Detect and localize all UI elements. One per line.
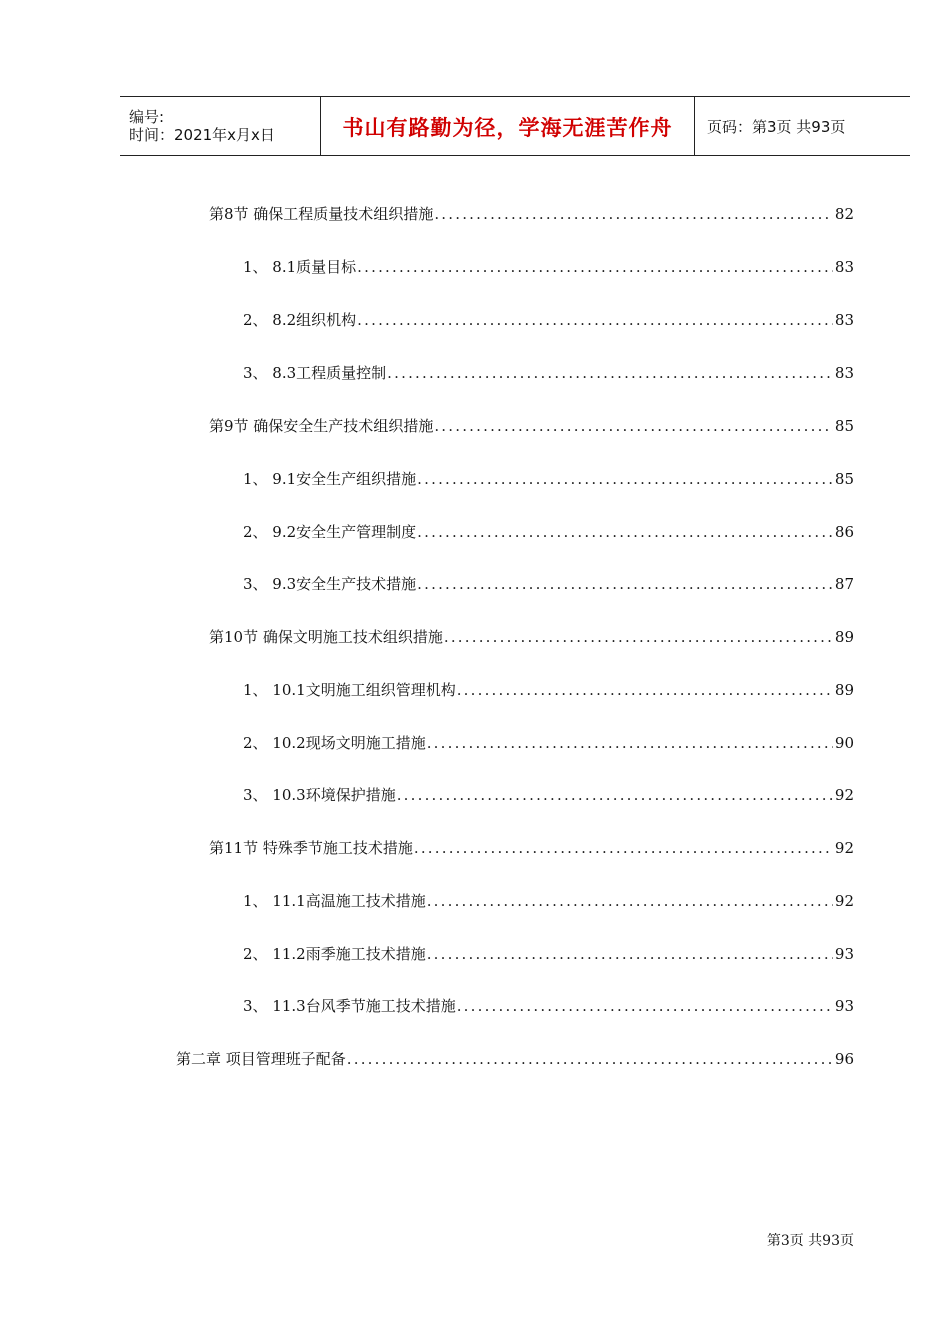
toc-entry-page: 82 <box>834 205 854 223</box>
toc-entry-title: 第8节 确保工程质量技术组织措施 <box>209 205 434 223</box>
toc-entry-title: 1、 10.1文明施工组织管理机构 <box>243 681 456 699</box>
toc-entry-page: 89 <box>834 681 854 699</box>
document-number-label: 编号: <box>129 108 165 126</box>
toc-leader-dots <box>397 784 833 806</box>
toc-entry-page: 89 <box>834 628 854 646</box>
toc-entry[interactable] <box>243 995 854 1017</box>
toc-entry[interactable] <box>243 732 854 754</box>
toc-entry[interactable] <box>243 784 854 806</box>
toc-leader-dots <box>357 309 833 331</box>
toc-entry-page: 83 <box>834 311 854 329</box>
toc-leader-dots <box>417 573 833 595</box>
toc-leader-dots <box>457 995 833 1017</box>
toc-entry[interactable] <box>243 943 854 965</box>
toc-entry-page: 85 <box>834 417 854 435</box>
toc-entry[interactable] <box>243 468 854 490</box>
toc-entry-title: 2、 8.2组织机构 <box>243 311 357 329</box>
toc-entry-title: 2、 11.2雨季施工技术措施 <box>243 945 426 963</box>
header-meta-cell <box>120 97 321 155</box>
toc-entry[interactable] <box>209 415 854 437</box>
toc-entry-page: 83 <box>834 364 854 382</box>
toc-leader-dots <box>357 256 833 278</box>
toc-entry-page: 85 <box>834 470 854 488</box>
toc-leader-dots <box>347 1048 833 1070</box>
toc-leader-dots <box>434 415 833 437</box>
toc-entry-title: 第10节 确保文明施工技术组织措施 <box>209 628 443 646</box>
toc-entry-page: 92 <box>834 786 854 804</box>
toc-entry[interactable] <box>176 1048 854 1070</box>
toc-entry-title: 第二章 项目管理班子配备 <box>176 1050 346 1068</box>
header-page-info: 页码：第3页 共93页 <box>707 117 846 136</box>
toc-entry-title: 1、 11.1高温施工技术措施 <box>243 892 426 910</box>
toc-leader-dots <box>417 468 833 490</box>
toc-leader-dots <box>414 837 833 859</box>
toc-entry[interactable] <box>243 309 854 331</box>
toc-entry-title: 3、 10.3环境保护措施 <box>243 786 396 804</box>
toc-entry-page: 96 <box>834 1050 854 1068</box>
toc-leader-dots <box>427 732 833 754</box>
toc-entry[interactable] <box>243 573 854 595</box>
toc-entry[interactable] <box>243 362 854 384</box>
header-motto: 书山有路勤为径，学海无涯苦作舟 <box>321 97 695 155</box>
toc-leader-dots <box>434 203 833 225</box>
toc-entry-title: 第9节 确保安全生产技术组织措施 <box>209 417 434 435</box>
toc-leader-dots <box>427 943 833 965</box>
toc-entry[interactable] <box>243 890 854 912</box>
toc-entry-page: 83 <box>834 258 854 276</box>
toc-entry[interactable] <box>243 679 854 701</box>
toc-entry[interactable] <box>209 837 854 859</box>
toc-leader-dots <box>417 521 833 543</box>
toc-entry-title: 1、 8.1质量目标 <box>243 258 357 276</box>
toc-entry[interactable] <box>209 203 854 225</box>
toc-entry[interactable] <box>209 626 854 648</box>
toc-leader-dots <box>427 890 833 912</box>
toc-entry-title: 第11节 特殊季节施工技术措施 <box>209 839 413 857</box>
page-header <box>120 96 910 156</box>
page-footer: 第3页 共93页 <box>766 1233 854 1249</box>
document-time-label: 时间：2021年x月x日 <box>129 126 275 144</box>
toc-leader-dots <box>457 679 833 701</box>
toc-leader-dots <box>387 362 833 384</box>
toc-entry-page: 93 <box>834 945 854 963</box>
toc-entry-page: 90 <box>834 734 854 752</box>
toc-entry-page: 92 <box>834 839 854 857</box>
toc-entry[interactable] <box>243 256 854 278</box>
toc-entry-page: 92 <box>834 892 854 910</box>
toc-entry-title: 1、 9.1安全生产组织措施 <box>243 470 417 488</box>
toc-leader-dots <box>444 626 833 648</box>
toc-entry-page: 86 <box>834 523 854 541</box>
toc-entry-title: 3、 8.3工程质量控制 <box>243 364 387 382</box>
toc-entry-title: 3、 9.3安全生产技术措施 <box>243 575 417 593</box>
toc-entry-page: 87 <box>834 575 854 593</box>
toc-entry-page: 93 <box>834 997 854 1015</box>
toc-entry-title: 2、 9.2安全生产管理制度 <box>243 523 417 541</box>
toc-entry-title: 2、 10.2现场文明施工措施 <box>243 734 426 752</box>
toc-entry[interactable] <box>243 521 854 543</box>
toc-entry-title: 3、 11.3台风季节施工技术措施 <box>243 997 456 1015</box>
